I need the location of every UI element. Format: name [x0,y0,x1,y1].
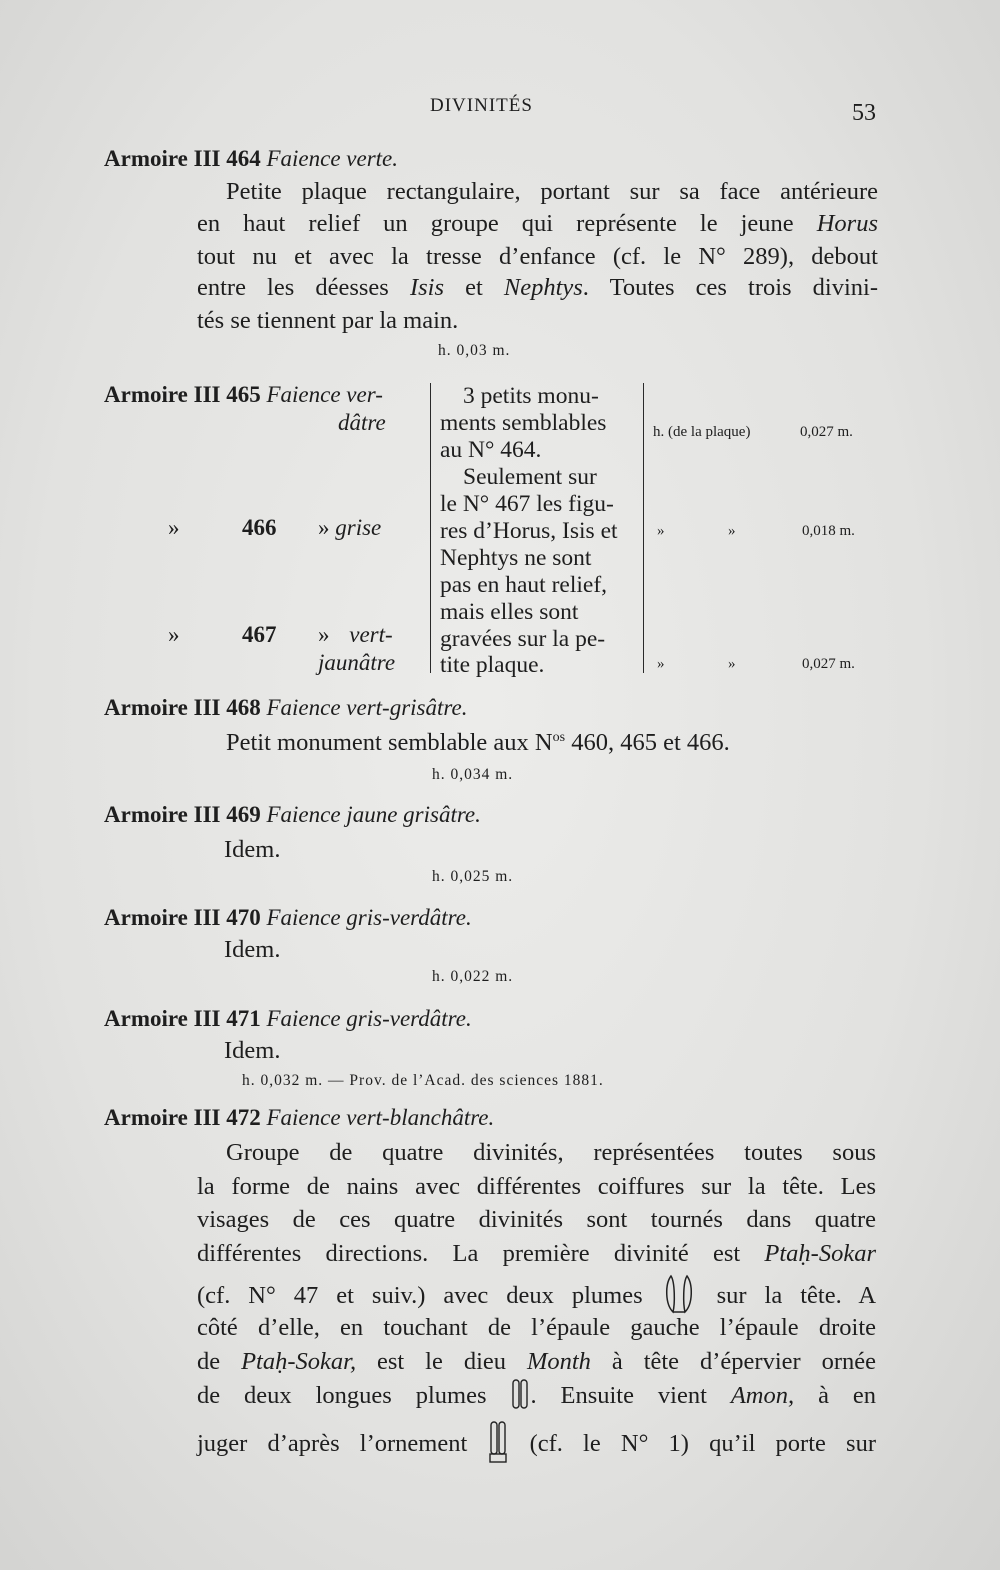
measurement: h. 0,034 m. [432,766,514,783]
text-line: de deux longues plumes . Ensuite vient Amon, à en [197,1378,876,1417]
middle-line: le N° 467 les figu- [440,491,614,517]
long-plumes-glyph [510,1378,530,1417]
text-line: côté d’elle, en touchant de l’épaule gauche l’épaule droite [197,1314,876,1341]
text-line: de Ptaḥ-Sokar, est le dieu Month à tête d’épervier ornée [197,1348,877,1375]
entry-heading-471: Armoire III 471 Faience gris-verdâtre. [104,1006,472,1031]
entry-material-cont: dâtre [338,410,386,435]
amon-crown-glyph [487,1420,509,1471]
text-line: Idem. [224,836,281,863]
text-line: Idem. [224,936,281,963]
entry-label-466: 466 [242,515,277,540]
measurement: h. 0,032 m. — Prov. de l’Acad. des sciences 1881. [242,1072,604,1089]
middle-line: Seulement sur [463,464,597,490]
text-line: Petite plaque rectangulaire, portant sur sa face antérieure [226,178,878,205]
middle-line: ments semblables [440,410,607,436]
middle-line: au N° 464. [440,437,542,463]
middle-line: gravées sur la pe- [440,626,606,652]
entry-material-466: » grise [318,515,382,540]
ditto-mark: » [728,523,736,539]
entry-heading-469: Armoire III 469 Faience jaune grisâtre. [104,802,481,827]
entry-heading-464 [104,146,398,172]
page-number: 53 [852,100,876,126]
entry-heading-472: Armoire III 472 Faience vert-blanchâtre. [104,1105,495,1130]
ditto-mark: » [657,523,665,539]
middle-line: mais elles sont [440,599,579,625]
text-line: la forme de nains avec différentes coiffures sur la tête. Les [197,1173,876,1200]
entry-heading-470: Armoire III 470 Faience gris-verdâtre. [104,905,472,930]
text-line: juger d’après l’ornement (cf. le N° 1) qu’il porte sur [197,1420,876,1471]
text-line: tout nu et avec la tresse d’enfance (cf. le N° 289), debout [197,243,878,270]
height-value: 0,027 m. [800,424,853,440]
running-head: DIVINITÉS [430,95,533,116]
middle-line: 3 petits monu- [463,383,599,409]
entry-label: Armoire III 464 [104,146,261,171]
text-line: tés se tiennent par la main. [197,307,459,334]
entry-material: Faience verte. [266,146,399,171]
text-line: Petit monument semblable aux $N^{os}$ 460, 465 et 466. [226,729,730,756]
left-brace [424,383,431,673]
height-value: 0,018 m. [802,523,855,539]
middle-line: tite plaque. [440,652,545,678]
text-line: différentes directions. La première divinité est Ptaḥ-Sokar [197,1240,876,1267]
right-brace [643,383,650,673]
measurement: h. 0,03 m. [438,342,511,359]
height-label: h. (de la plaque) [653,424,751,440]
text-line: visages de ces quatre divinités sont tournés dans quatre [197,1206,876,1233]
entry-label-467: 467 [242,622,277,647]
text-line: entre les déesses Isis et Nephtys. Toutes ces trois divini- [197,274,878,301]
entry-material-467: » vert- [318,622,393,647]
text-line: Groupe de quatre divinités, représentées toutes sous [226,1139,876,1166]
text-line: en haut relief un groupe qui représente le jeune Horus [197,210,878,237]
measurement: h. 0,025 m. [432,868,514,885]
text-line: (cf. N° 47 et suiv.) avec deux plumes sur la tête. A [197,1274,876,1321]
entry-heading-465: Armoire III 465 Faience ver- [104,382,383,407]
ditto-mark: » [728,656,736,672]
middle-line: res d’Horus, Isis et [440,518,618,544]
height-value: 0,027 m. [802,656,855,672]
entry-material-cont: jaunâtre [318,650,396,675]
text-line: Idem. [224,1037,281,1064]
measurement: h. 0,022 m. [432,968,514,985]
middle-line: pas en haut relief, [440,572,608,598]
ditto-mark: » [168,515,180,540]
ditto-mark: » [657,656,665,672]
middle-line: Nephtys ne sont [440,545,592,571]
ditto-mark: » [168,622,180,647]
entry-heading-468: Armoire III 468 Faience vert-grisâtre. [104,695,468,720]
